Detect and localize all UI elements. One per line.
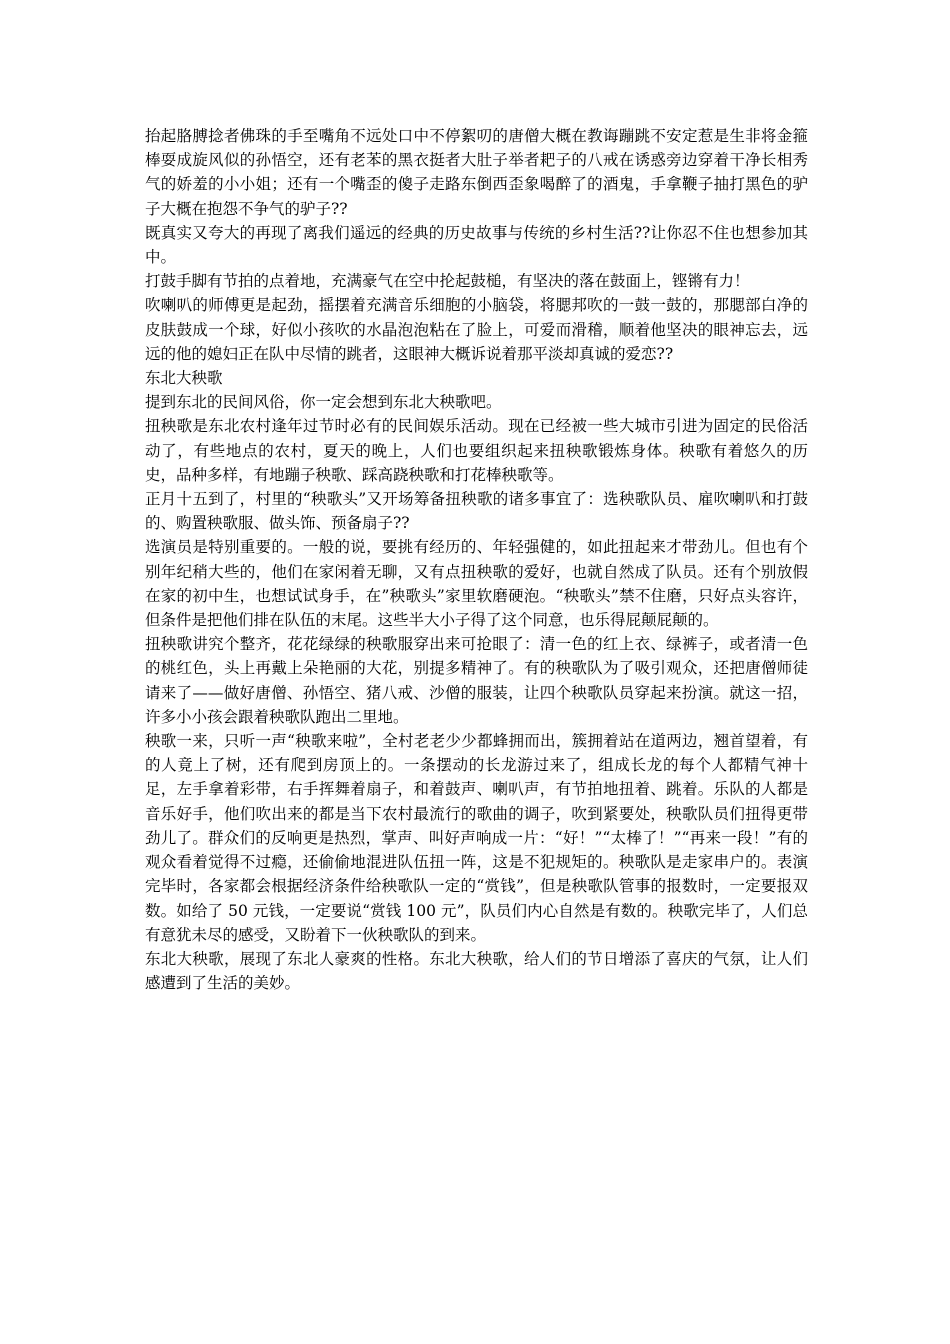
paragraph: 既真实又夸大的再现了离我们遥远的经典的历史故事与传统的乡村生活??让你忍不住也想参加其中。 — [145, 223, 808, 267]
paragraph: 扭秧歌讲究个整齐，花花绿绿的秧歌服穿出来可抢眼了：清一色的红上衣、绿裤子，或者清一色的桃红色，头上再戴上朵艳丽的大花，别提多精神了。有的秧歌队为了吸引观众，还把唐僧师徒请来了——做好唐僧、孙悟空、猪八戒、沙僧的服装，让四个秧歌队员穿起来扮演。就这一招，许多小小孩会跟着秧歌队跑出二里地。 — [145, 635, 808, 726]
paragraph: 正月十五到了，村里的“秧歌头”又开场筹备扭秧歌的诸多事宜了：选秧歌队员、雇吹喇叭和打鼓的、购置秧歌服、做头饰、预备扇子?? — [145, 490, 808, 533]
section-heading: 东北大秧歌 — [145, 369, 223, 388]
paragraph: 扭秧歌是东北农村逢年过节时必有的民间娱乐活动。现在已经被一些大城市引进为固定的民俗活动了，有些地点的农村，夏天的晚上，人们也要组织起来扭秧歌锻炼身体。秧歌有着悠久的历史，品种多样，有地蹦子秧歌、踩高跷秧歌和打花棒秧歌等。 — [145, 417, 808, 484]
paragraph: 吹喇叭的师傅更是起劲，摇摆着充满音乐细胞的小脑袋，将腮邦吹的一鼓一鼓的，那腮部白净的皮肤鼓成一个球，好似小孩吹的水晶泡泡粘在了脸上，可爱而滑稽，顺着他坚决的眼神忘去，远远的他的媳妇正在队中尽情的跳者，这眼神大概诉说着那平淡却真诚的爱恋?? — [145, 296, 808, 363]
paragraph: 选演员是特别重要的。一般的说，要挑有经历的、年轻强健的，如此扭起来才带劲儿。但也有个别年纪稍大些的，他们在家闲着无聊，又有点扭秧歌的爱好，也就自然成了队员。还有个别放假在家的初中生，也想试试身手，在”秧歌头”家里软磨硬泡。“秧歌头”禁不住磨，只好点头容许，但条件是把他们排在队伍的末尾。这些半大小子得了这个同意，也乐得屁颠屁颠的。 — [145, 538, 808, 630]
paragraph: 抬起胳膊捻者佛珠的手至嘴角不远处口中不停絮叨的唐僧大概在教诲蹦跳不安定惹是生非将金箍棒耍成旋风似的孙悟空，还有老苯的黑衣挺者大肚子举者耙子的八戒在诱惑旁边穿着干净长相秀气的娇羞的小小姐；还有一个嘴歪的傻子走路东倒西歪象喝醉了的酒鬼，手拿鞭子抽打黑色的驴子大概在抱怨不争气的驴子?? — [145, 127, 808, 218]
paragraph: 打鼓手脚有节拍的点着地，充满豪气在空中抡起鼓槌，有坚决的落在鼓面上，铿锵有力！ — [145, 272, 750, 291]
paragraph: 提到东北的民间风俗，你一定会想到东北大秧歌吧。 — [145, 393, 502, 412]
paragraph: 秧歌一来，只听一声“秧歌来啦”，全村老老少少都蜂拥而出，簇拥着站在道两边，翘首望着，有的人竟上了树，还有爬到房顶上的。一条摆动的长龙游过来了，组成长龙的每个人都精气神十足，左手拿着彩带，右手挥舞着扇子，和着鼓声、喇叭声，有节拍地扭着、跳着。乐队的人都是音乐好手，他们吹出来的都是当下农村最流行的歌曲的调子，吹到紧要处，秧歌队员们扭得更带劲儿了。群众们的反响更是热烈，掌声、叫好声响成一片：“好！”“太棒了！”“再来一段！”有的观众看着觉得不过瘾，还偷偷地混进队伍扭一阵，这是不犯规矩的。秧歌队是走家串户的。表演完毕时，各家都会根据经济条件给秧歌队一定的“赏钱”，但是秧歌队管事的报数时，一定要报双数。如给了 50 元钱，一定要说“赏钱 100 元”，队员们内心自然是有数的。秧歌完毕了，人们总有意犹未尽的感受，又盼着下一伙秧歌队的到来。 — [145, 732, 808, 944]
document-body — [145, 124, 808, 995]
paragraph: 东北大秧歌，展现了东北人豪爽的性格。东北大秧歌，给人们的节日增添了喜庆的气氛，让人们感遭到了生活的美妙。 — [145, 949, 808, 993]
